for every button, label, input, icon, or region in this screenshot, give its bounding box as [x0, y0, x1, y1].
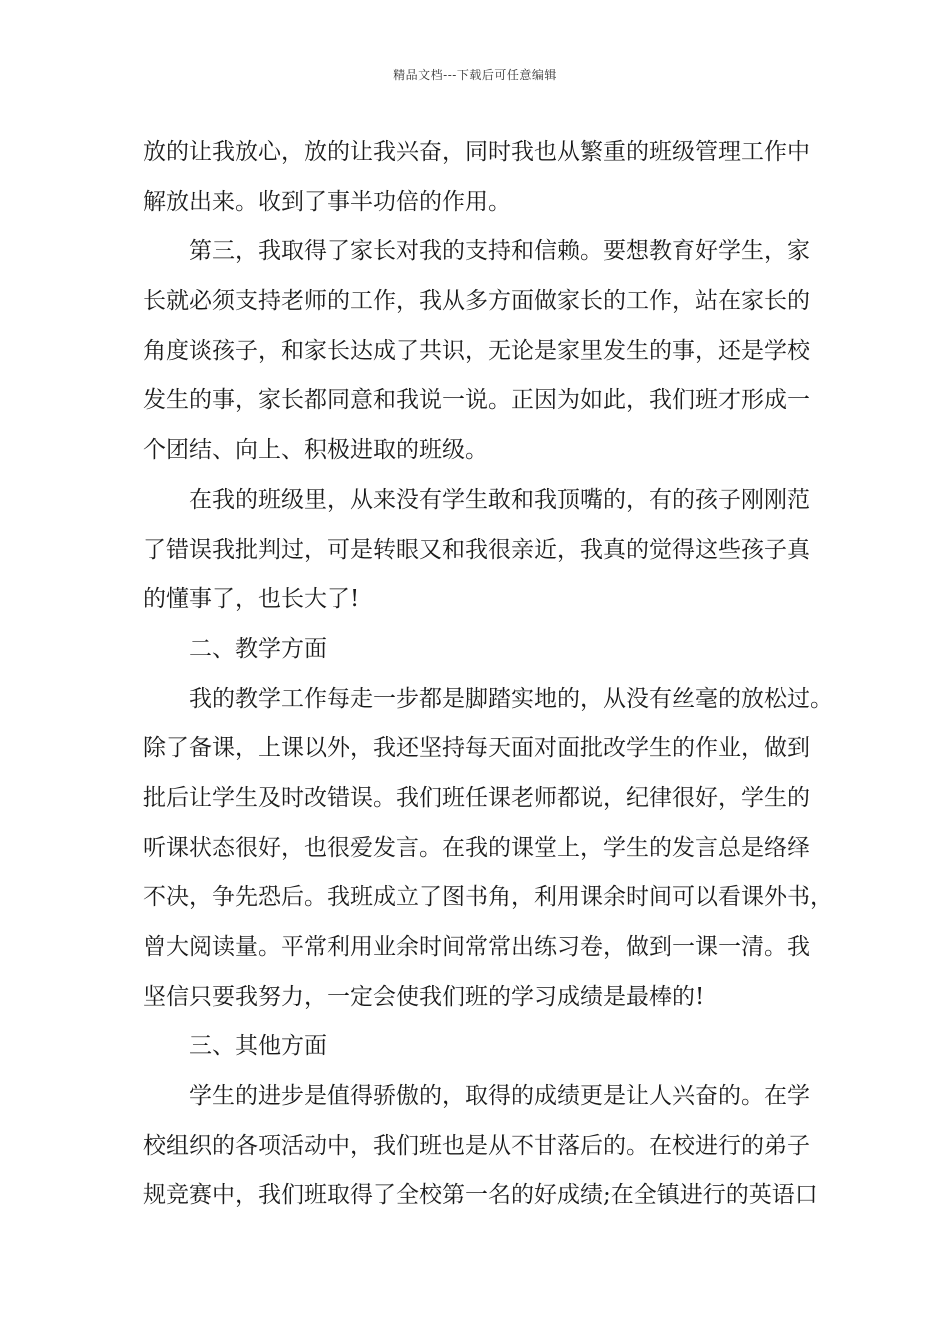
text-line: 学生的进步是值得骄傲的，取得的成绩更是让人兴奋的。在学 [189, 1083, 810, 1110]
text-line: 发生的事，家长都同意和我说一说。正因为如此，我们班才形成一 [143, 387, 810, 414]
text-line: 校组织的各项活动中，我们班也是从不甘落后的。在校进行的弟子 [143, 1132, 810, 1159]
text-line: 批后让学生及时改错误。我们班任课老师都说，纪律很好，学生的 [143, 784, 810, 811]
text-line: 坚信只要我努力，一定会使我们班的学习成绩是最棒的! [143, 983, 705, 1010]
text-line: 在我的班级里，从来没有学生敢和我顶嘴的，有的孩子刚刚范 [189, 486, 810, 513]
text-line: 不决，争先恐后。我班成立了图书角，利用课余时间可以看课外书， [143, 884, 833, 911]
text-line: 听课状态很好，也很爱发言。在我的课堂上，学生的发言总是络绎 [143, 834, 810, 861]
text-line: 长就必须支持老师的工作，我从多方面做家长的工作，站在家长的 [143, 288, 810, 315]
text-line: 角度谈孩子，和家长达成了共识，无论是家里发生的事，还是学校 [143, 337, 810, 364]
text-line: 除了备课，上课以外，我还坚持每天面对面批改学生的作业，做到 [143, 735, 810, 762]
text-line: 放的让我放心，放的让我兴奋，同时我也从繁重的班级管理工作中 [143, 139, 810, 165]
text-line: 规竞赛中，我们班取得了全校第一名的好成绩;在全镇进行的英语口 [143, 1182, 818, 1209]
text-line: 我的教学工作每走一步都是脚踏实地的，从没有丝毫的放松过。 [189, 685, 833, 712]
document-body [143, 128, 833, 1221]
text-line: 解放出来。收到了事半功倍的作用。 [143, 188, 511, 215]
text-line: 三、其他方面 [189, 1033, 327, 1060]
text-line: 的懂事了，也长大了! [143, 586, 360, 613]
text-line: 曾大阅读量。平常利用业余时间常常出练习卷，做到一课一清。我 [143, 934, 810, 960]
text-line: 二、教学方面 [189, 635, 327, 662]
text-line: 了错误我批判过，可是转眼又和我很亲近，我真的觉得这些孩子真 [143, 536, 810, 563]
text-line: 第三，我取得了家长对我的支持和信赖。要想教育好学生，家 [189, 238, 810, 265]
text-line: 个团结、向上、积极进取的班级。 [143, 437, 488, 464]
page-header: 精品文档---下载后可任意编辑 [393, 68, 557, 82]
